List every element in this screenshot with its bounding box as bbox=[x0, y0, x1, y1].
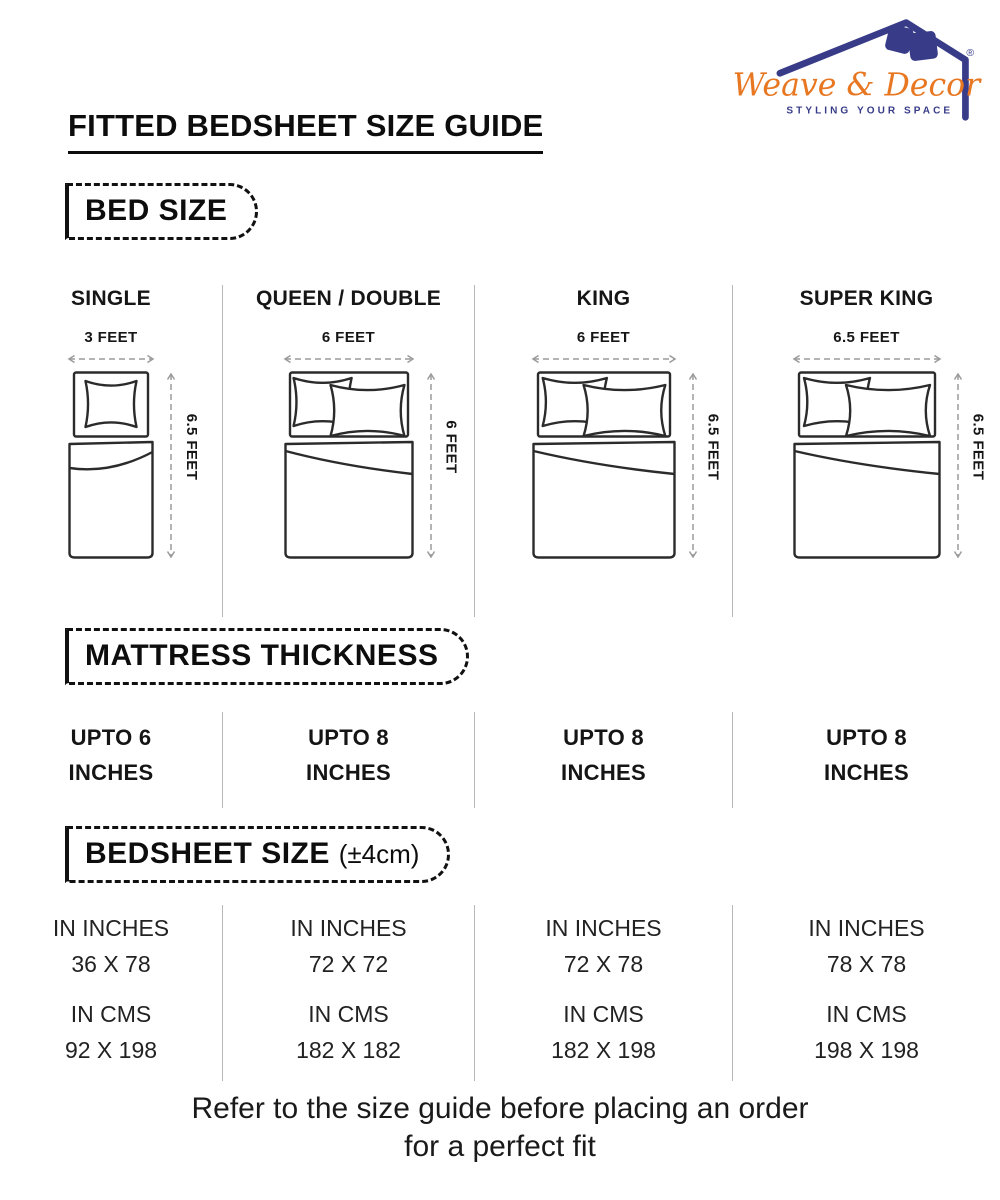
bedsheet-size-super-king: IN INCHES 78 X 78 IN CMS 198 X 198 bbox=[808, 915, 925, 1063]
registered-mark: ® bbox=[966, 47, 975, 60]
bed-size-name: KING bbox=[576, 287, 631, 310]
bedsheet-size-queen-double: IN INCHES 72 X 72 IN CMS 182 X 182 bbox=[223, 905, 475, 1081]
bed-size-name: SINGLE bbox=[71, 287, 151, 310]
bed-diagram-single bbox=[67, 329, 200, 561]
bed-size-name: QUEEN / DOUBLE bbox=[255, 287, 442, 310]
bed-column-single bbox=[0, 285, 223, 617]
page-title: FITTED BEDSHEET SIZE GUIDE bbox=[68, 108, 543, 154]
section-header-mattress-thickness: MATTRESS THICKNESS bbox=[65, 628, 469, 685]
logo-brand-text: Weave & Decor bbox=[732, 67, 981, 104]
bed-diagram-super-king bbox=[792, 329, 987, 561]
bedsheet-size-section bbox=[0, 905, 1000, 1081]
logo-tagline: STYLING YOUR SPACE bbox=[786, 105, 954, 117]
section-header-bed-size: BED SIZE bbox=[65, 183, 258, 240]
footer-note: Refer to the size guide before placing an order for a perfect fit bbox=[191, 1092, 809, 1163]
bedsheet-size-single: IN INCHES 36 X 78 IN CMS 92 X 198 bbox=[0, 905, 223, 1081]
bed-height-label: 6.5 FEET bbox=[704, 413, 722, 481]
pillow-icon bbox=[907, 31, 938, 62]
mattress-thickness-queen-double: UPTO 8 INCHES bbox=[223, 712, 475, 808]
bed-size-section bbox=[0, 285, 1000, 617]
bed-column-king bbox=[475, 285, 733, 617]
section-header-bedsheet-size: BEDSHEET SIZE (±4cm) bbox=[65, 826, 450, 883]
bed-height-label: 6.5 FEET bbox=[183, 413, 200, 481]
bed-width-label: 3 FEET bbox=[84, 329, 138, 346]
bed-size-name: SUPER KING bbox=[799, 287, 934, 310]
bed-diagram-king bbox=[531, 329, 722, 561]
mattress-thickness-king: UPTO 8 INCHES bbox=[475, 712, 733, 808]
tolerance-note: (±4cm) bbox=[338, 839, 420, 869]
bed-width-label: 6 FEET bbox=[321, 329, 376, 346]
bed-column-super-king bbox=[733, 285, 1000, 617]
bed-width-label: 6 FEET bbox=[576, 329, 631, 346]
mattress-thickness-section bbox=[0, 712, 1000, 808]
bed-column-queen-double bbox=[223, 285, 475, 617]
bedsheet-size-king: IN INCHES 72 X 78 IN CMS 182 X 198 bbox=[475, 905, 733, 1081]
bed-diagram-queen-double bbox=[283, 329, 460, 561]
bed-height-label: 6 FEET bbox=[442, 420, 460, 474]
brand-logo bbox=[732, 12, 981, 125]
bed-height-label: 6.5 FEET bbox=[969, 413, 987, 481]
mattress-thickness-super-king: UPTO 8 INCHES bbox=[824, 725, 909, 786]
mattress-thickness-single: UPTO 6 INCHES bbox=[0, 712, 223, 808]
bed-width-label: 6.5 FEET bbox=[833, 329, 900, 346]
